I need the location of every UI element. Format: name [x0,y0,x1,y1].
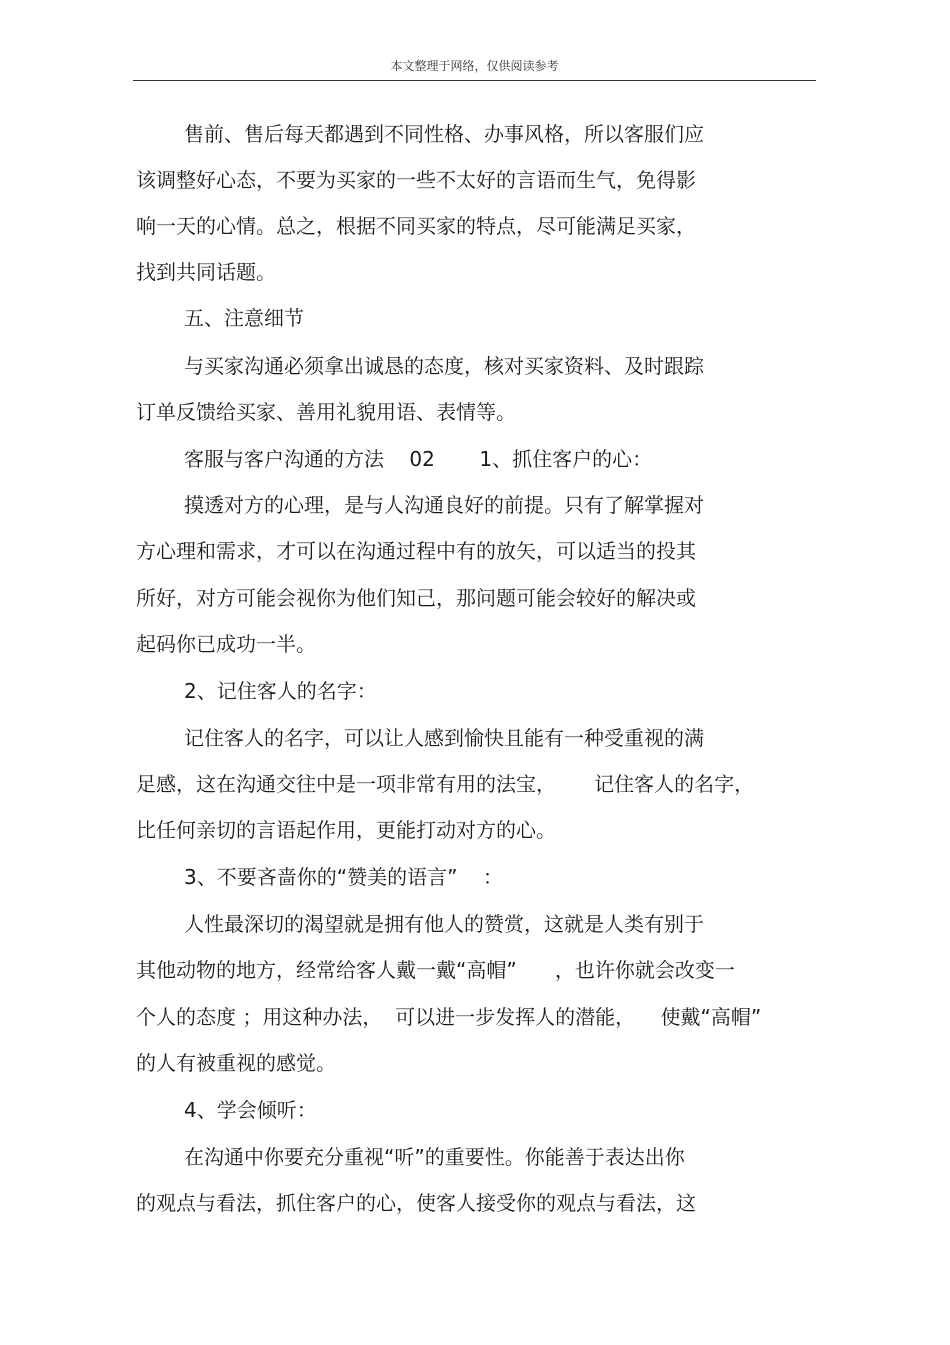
body-line: 其他动物的地方，经常给客人戴一戴“高帽” ，也许你就会改变一 [136,958,735,982]
body-line: 方心理和需求，才可以在沟通过程中有的放矢，可以适当的投其 [136,539,696,563]
body-line: 订单反馈给买家、善用礼貌用语、表情等。 [136,400,516,424]
section-heading: 2、记住客人的名字： [184,679,377,703]
header-note: 本文整理于网络，仅供阅读参考 [390,59,559,73]
section-heading: 4、学会倾听： [184,1098,317,1122]
body-line: 在沟通中你要充分重视“听”的重要性。你能善于表达出你 [184,1145,685,1169]
body-line: 找到共同话题。 [136,260,276,284]
body-line: 人性最深切的渴望就是拥有他人的赞赏，这就是人类有别于 [184,912,704,936]
page-header [133,58,816,81]
body-line: 足感，这在沟通交往中是一项非常有用的法宝， 记住客人的名字， [136,772,755,796]
body-line: 记住客人的名字，可以让人感到愉快且能有一种受重视的满 [184,726,704,750]
body-line: 个人的态度 ；用这种办法， 可以进一步发挥人的潜能， 使戴“高帽” [136,1005,762,1029]
body-line: 所好，对方可能会视你为他们知己，那问题可能会较好的解决或 [136,586,696,610]
body-line: 起码你已成功一半。 [136,632,316,656]
body-line: 比任何亲切的言语起作用，更能打动对方的心。 [136,818,556,842]
section-heading: 3、不要吝啬你的“赞美的语言” ： [184,865,503,889]
body-line: 的观点与看法，抓住客户的心，使客人接受你的观点与看法，这 [136,1191,696,1215]
body-line: 的人有被重视的感觉。 [136,1051,336,1075]
body-line: 该调整好心态，不要为买家的一些不太好的言语而生气，免得影 [136,168,696,192]
section-heading: 客服与客户沟通的方法 02 1、抓住客户的心： [184,447,653,471]
body-line: 与买家沟通必须拿出诚恳的态度，核对买家资料、及时跟踪 [184,354,704,378]
body-line: 响一天的心情。总之，根据不同买家的特点，尽可能满足买家， [136,214,696,238]
body-line: 摸透对方的心理，是与人沟通良好的前提。只有了解掌握对 [184,493,704,517]
body-line: 售前、售后每天都遇到不同性格、办事风格，所以客服们应 [184,122,704,146]
section-heading: 五、注意细节 [184,306,304,330]
